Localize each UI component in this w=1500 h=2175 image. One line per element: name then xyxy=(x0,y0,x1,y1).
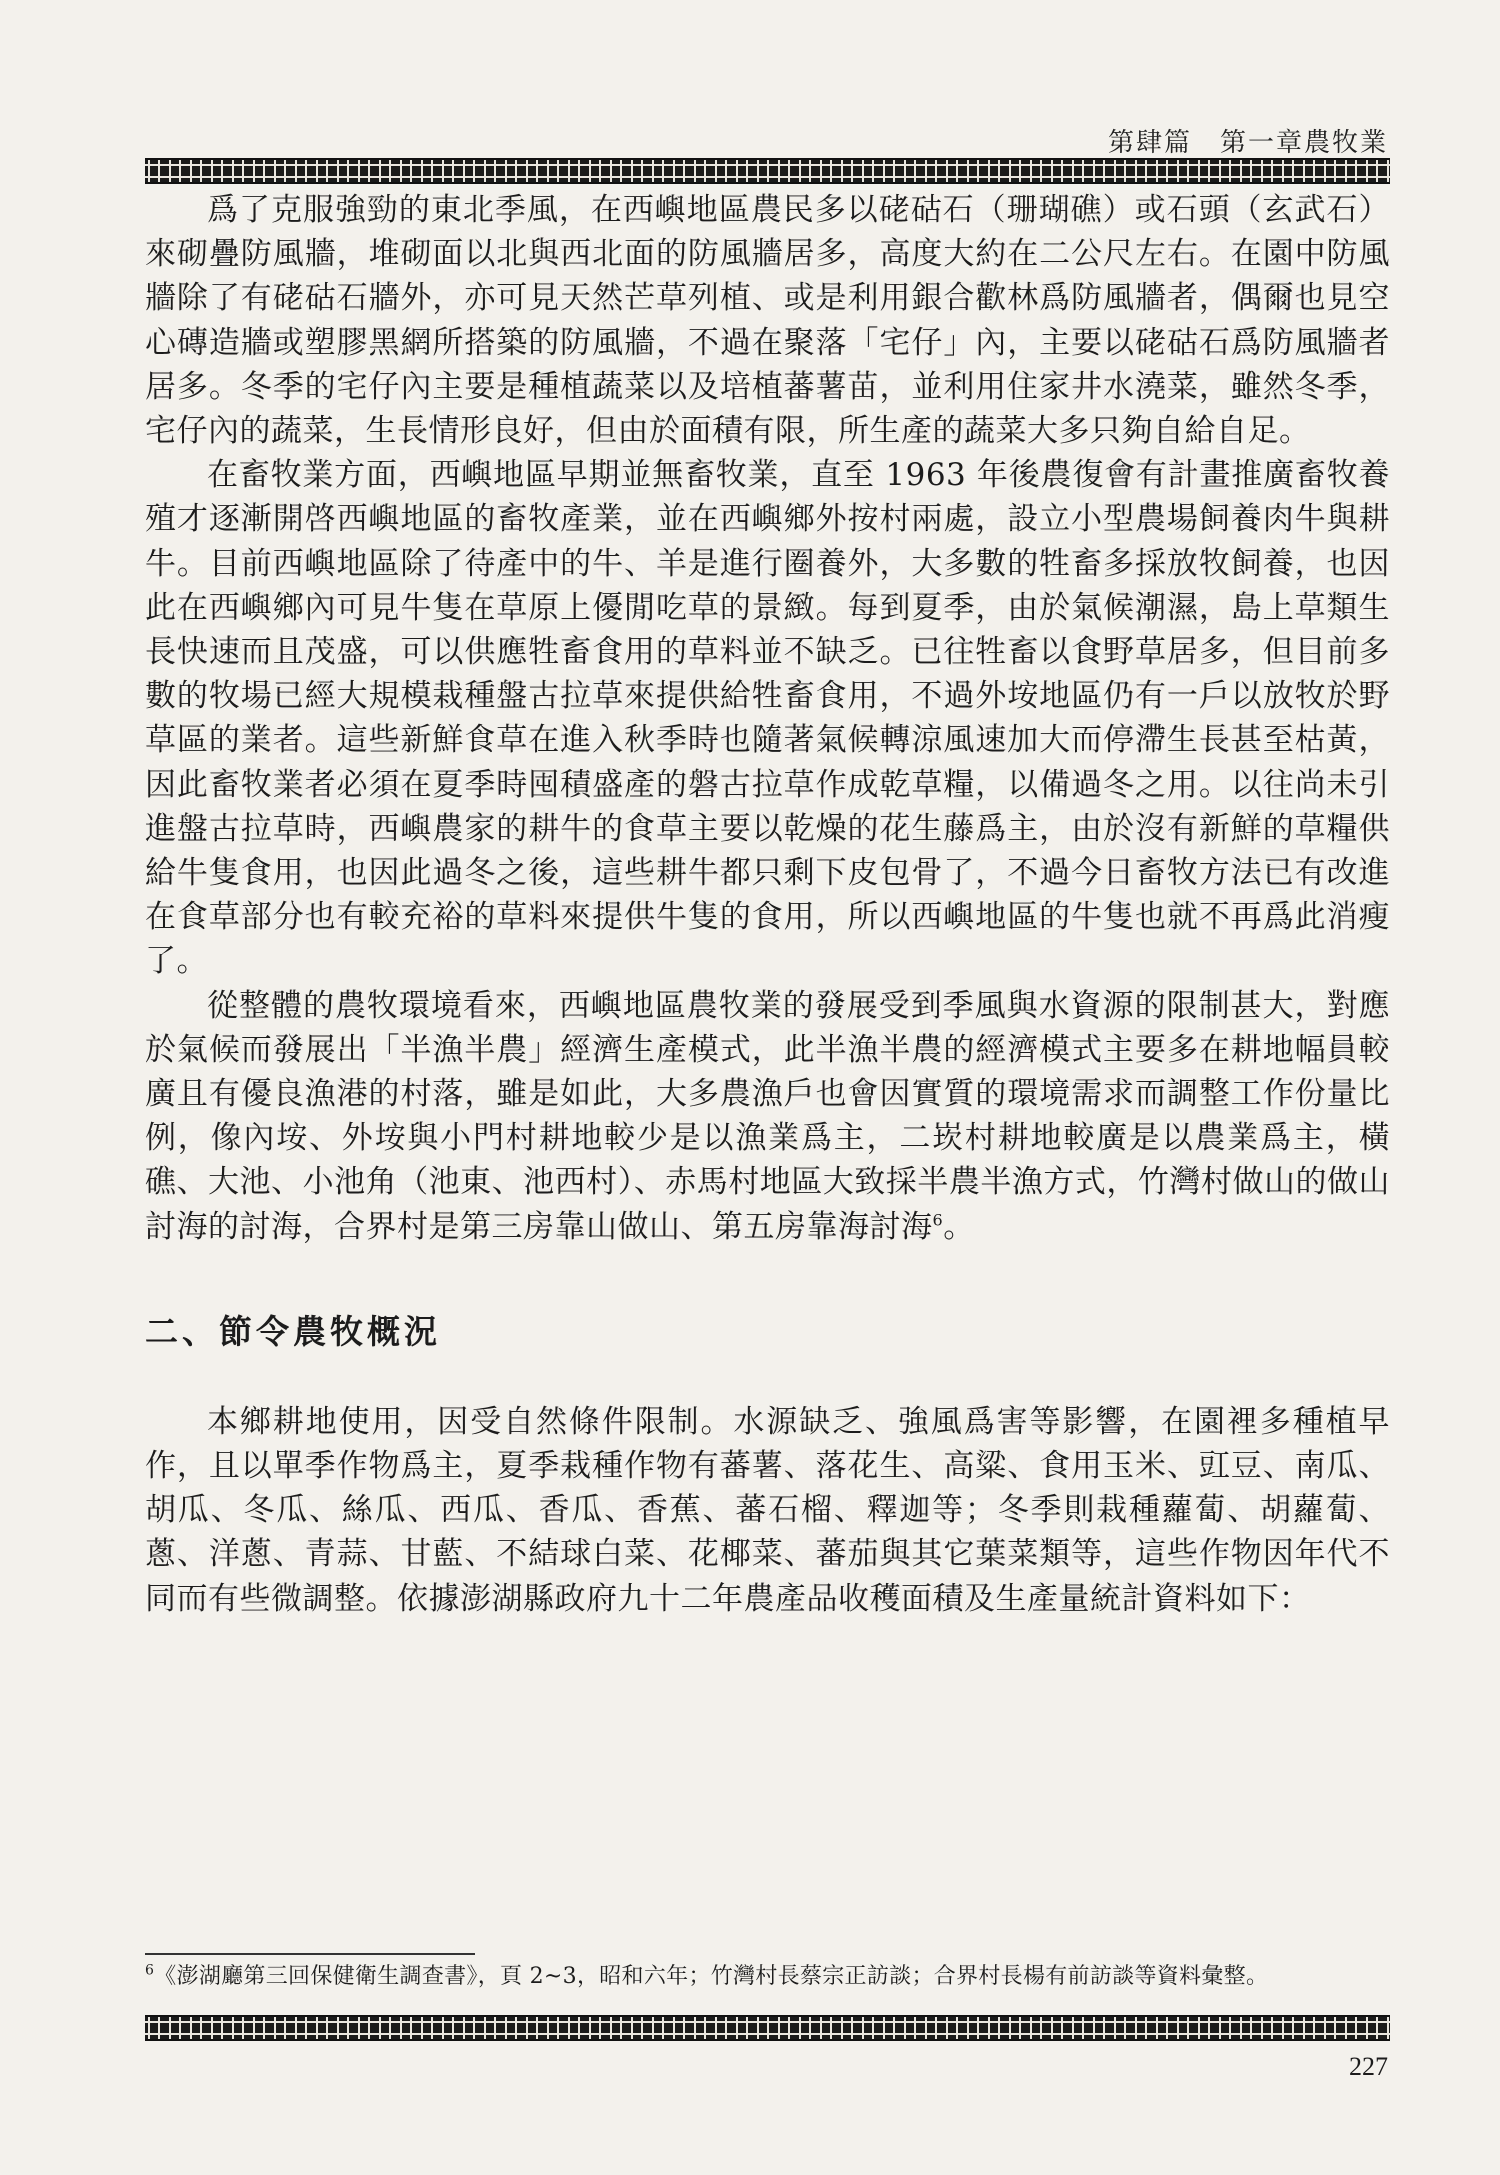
main-body xyxy=(145,188,1390,1621)
page-number: 227 xyxy=(1349,2052,1388,2081)
footnote-divider xyxy=(145,1953,475,1955)
footnote-number: 6 xyxy=(145,1962,155,1979)
paragraph-farming-fishing xyxy=(145,984,1390,1249)
paragraph-seasonal-crops: 本鄉耕地使用，因受自然條件限制。水源缺乏、強風爲害等影響，在園裡多種植早作，且以單季作物爲主，夏季栽種作物有蕃薯、落花生、高粱、食用玉米、豇豆、南瓜、胡瓜、冬瓜、絲瓜、西瓜、香瓜、香蕉、蕃石榴、釋迦等；冬季則栽種蘿蔔、胡蘿蔔、蔥、洋蔥、青蒜、甘藍、不結球白菜、花椰菜、蕃茄與其它葉菜類等，這些作物因年代不同而有些微調整。依據澎湖縣政府九十二年農產品收穫面積及生產量統計資料如下： xyxy=(145,1403,1390,1617)
footnote-reference: 6 xyxy=(932,1210,944,1230)
footnote xyxy=(145,1962,1405,1992)
paragraph-farming-fishing-text: 從整體的農牧環境看來，西嶼地區農牧業的發展受到季風與水資源的限制甚大，對應於氣候而發展出「半漁半農」經濟生產模式，此半漁半農的經濟模式主要多在耕地幅員較廣且有優良漁港的村落，雖是如此，大多農漁戶也會因實質的環境需求而調整工作份量比例，像內垵、外垵與小門村耕地較少是以漁業爲主，二崁村耕地較廣是以農業爲主，橫礁、大池、小池角（池東、池西村）、赤馬村地區大致採半農半漁方式，竹灣村做山的做山討海的討海，合界村是第三房靠山做山、第五房靠海討海 xyxy=(145,987,1390,1245)
decorative-border-top xyxy=(145,158,1390,184)
running-header: 第肆篇 第一章農牧業 xyxy=(1107,128,1388,158)
paragraph-windbreak: 爲了克服強勁的東北季風，在西嶼地區農民多以硓𥑮石（珊瑚礁）或石頭（玄武石）來砌疊防風牆，堆砌面以北與西北面的防風牆居多，高度大約在二公尺左右。在園中防風牆除了有硓𥑮石牆外，亦可見天然芒草列植、或是利用銀合歡林爲防風牆者，偶爾也見空心磚造牆或塑膠黑網所搭築的防風牆，不過在聚落「宅仔」內，主要以硓𥑮石爲防風牆者居多。冬季的宅仔內主要是種植蔬菜以及培植蕃薯苗，並利用住家井水澆菜，雖然冬季，宅仔內的蔬菜，生長情形良好，但由於面積有限，所生產的蔬菜大多只夠自給自足。 xyxy=(145,192,1390,450)
footnote-text: 《澎湖廳第三回保健衛生調查書》，頁 2~3，昭和六年；竹灣村長蔡宗正訪談；合界村長楊有前訪談等資料彙整。 xyxy=(154,1964,1269,1989)
paragraph-livestock: 在畜牧業方面，西嶼地區早期並無畜牧業，直至 1963 年後農復會有計畫推廣畜牧養殖才逐漸開啓西嶼地區的畜牧產業，並在西嶼鄉外按村兩處，設立小型農場飼養肉牛與耕牛。目前西嶼地區除了待產中的牛、羊是進行圈養外，大多數的牲畜多採放牧飼養，也因此在西嶼鄉內可見牛隻在草原上優閒吃草的景緻。每到夏季，由於氣候潮濕，島上草類生長快速而且茂盛，可以供應牲畜食用的草料並不缺乏。已往牲畜以食野草居多，但目前多數的牧場已經大規模栽種盤古拉草來提供給牲畜食用，不過外垵地區仍有一戶以放牧於野草區的業者。這些新鮮食草在進入秋季時也隨著氣候轉涼風速加大而停滯生長甚至枯黃，因此畜牧業者必須在夏季時囤積盛產的磐古拉草作成乾草糧，以備過冬之用。以往尚未引進盤古拉草時，西嶼農家的耕牛的食草主要以乾燥的花生藤爲主，由於沒有新鮮的草糧供給牛隻食用，也因此過冬之後，這些耕牛都只剩下皮包骨了，不過今日畜牧方法已有改進在食草部分也有較充裕的草料來提供牛隻的食用，所以西嶼地區的牛隻也就不再爲此消瘦了。 xyxy=(145,457,1390,980)
section-heading: 二、節令農牧概況 xyxy=(145,1311,441,1351)
decorative-border-bottom xyxy=(145,2015,1390,2041)
paragraph-end-mark: 。 xyxy=(943,1208,975,1245)
